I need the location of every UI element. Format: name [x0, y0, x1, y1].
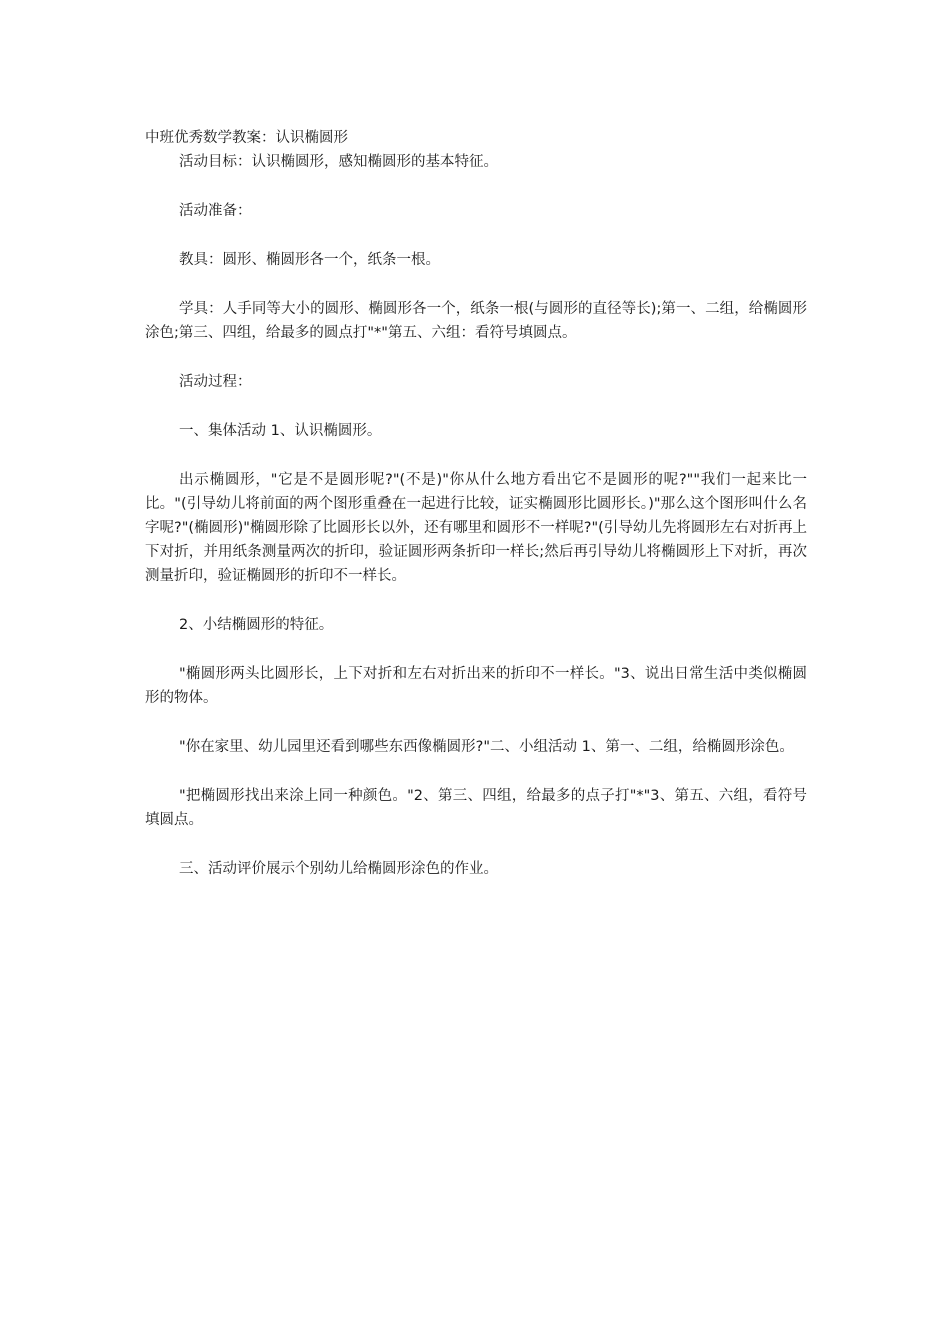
paragraph-group-activity: 一、集体活动 1、认识椭圆形。 — [179, 423, 382, 439]
paragraph-evaluation: 三、活动评价展示个别幼儿给椭圆形涂色的作业。 — [179, 861, 498, 877]
document-title: 中班优秀数学教案：认识椭圆形 — [145, 130, 348, 146]
paragraph-activity-preparation: 活动准备： — [179, 203, 252, 219]
paragraph-everyday-objects: "你在家里、幼儿园里还看到哪些东西像椭圆形?"二、小组活动 1、第一、二组，给椭圆形涂色。 — [179, 739, 794, 755]
document-body — [145, 126, 807, 906]
paragraph-activity-goal: 活动目标：认识椭圆形，感知椭圆形的基本特征。 — [179, 154, 498, 170]
paragraph-ellipse-features: "椭圆形两头比圆形长，上下对折和左右对折出来的折印不一样长。"3、说出日常生活中类似椭圆形的物体。 — [145, 666, 807, 706]
paragraph-teaching-aids: 教具：圆形、椭圆形各一个，纸条一根。 — [179, 252, 440, 268]
paragraph-coloring-task: "把椭圆形找出来涂上同一种颜色。"2、第三、四组，给最多的点子打"*"3、第五、六组，看符号填圆点。 — [145, 788, 807, 828]
paragraph-activity-process: 活动过程： — [179, 374, 252, 390]
paragraph-learning-aids: 学具：人手同等大小的圆形、椭圆形各一个，纸条一根(与圆形的直径等长);第一、二组，给椭圆形涂色;第三、四组，给最多的圆点打"*"第五、六组：看符号填圆点。 — [145, 301, 807, 341]
paragraph-show-ellipse: 出示椭圆形，"它是不是圆形呢?"(不是)"你从什么地方看出它不是圆形的呢?""我们一起来比一比。"(引导幼儿将前面的两个图形重叠在一起进行比较，证实椭圆形比圆形长。)"那么这个图形叫什么名字呢?"(椭圆形)"椭圆形除了比圆形长以外，还有哪里和圆形不一样呢?"(引导幼儿先将圆形左右对折再上下对折，并用纸条测量两次的折印，验证圆形两条折印一样长;然后再引导幼儿将椭圆形上下对折，再次测量折印，验证椭圆形的折印不一样长。 — [145, 472, 807, 584]
paragraph-summary: 2、小结椭圆形的特征。 — [179, 617, 334, 633]
